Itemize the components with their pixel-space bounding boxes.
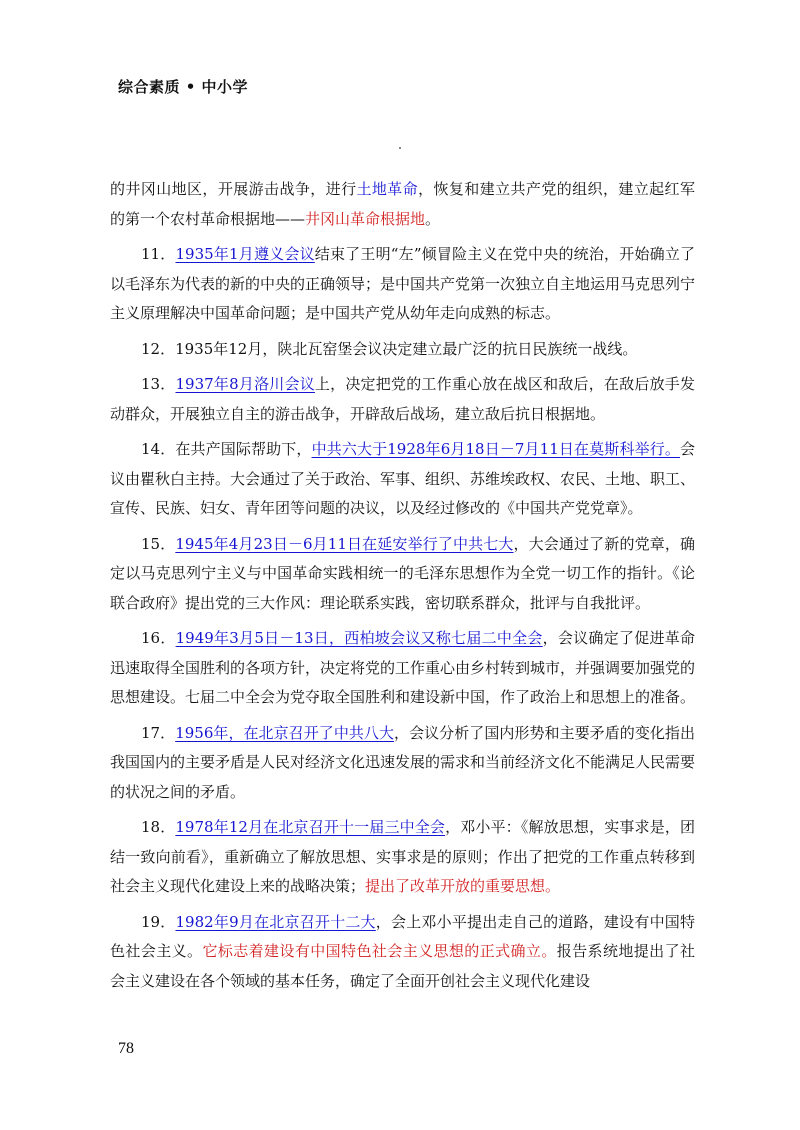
text-segment: 报告系统地提出了社会主义建设在各个领域的基本任务，确定了全面开创社会主义现代化建设	[110, 942, 695, 990]
text-segment: 12．1935年12月，陕北瓦窑堡会议决定建立最广泛的抗日民族统一战线。	[141, 339, 638, 358]
text-segment: 的井冈山地区，开展游击战争，进行	[110, 180, 357, 198]
item-number: 11．	[141, 245, 176, 263]
text-segment: ，会议确定了促进革命迅速取得全国胜利的各项方针，决定将党的工作重心由乡村转到城市，并强调要加强党的思想建设。七届二中全会为党夺取全国胜利和建设新中国，作了政治上和思想上的准备。	[110, 629, 696, 706]
page-content	[110, 175, 695, 1002]
linked-text[interactable]: 1982年9月在北京召开十二大	[175, 912, 376, 931]
paragraph-18	[110, 813, 695, 902]
highlight-blue: 土地革命	[356, 180, 419, 198]
paragraph-10-continued	[110, 175, 695, 234]
linked-text[interactable]: 1978年12月在北京召开十一届三中全会	[175, 818, 446, 836]
paragraph-17	[110, 719, 695, 808]
item-number: 16．	[141, 629, 176, 647]
item-number: 19．	[141, 912, 176, 931]
highlight-red: 井冈山革命根据地	[305, 209, 426, 228]
highlight-red: 提出了改革开放的重要思想。	[365, 877, 561, 895]
linked-text[interactable]: 1937年8月洛川会议	[175, 375, 315, 393]
paragraph-15	[110, 530, 695, 619]
item-number: 18．	[141, 818, 176, 836]
paragraph-12	[110, 335, 695, 365]
text-segment: ，大会通过了新的党章，确定以马克思列宁主义与中国革命实践相统一的毛泽东思想作为全党一切工作的指针。《论联合政府》提出党的三大作风：理论联系实践，密切联系群众，批评与自我批评。	[110, 534, 695, 612]
text-segment: 结束了王明“左”倾冒险主义在党中央的统治，开始确立了以毛泽东为代表的新的中央的正确领导；是中国共产党第一次独立自主地运用马克思列宁主义原理解决中国革命问题；是中国共产党从幼年走向成熟的标志。	[110, 245, 696, 322]
linked-text[interactable]: 1945年4月23日－6月11日在延安举行了中共七大	[175, 534, 514, 553]
linked-text[interactable]: 1935年1月遵义会议	[175, 245, 315, 263]
paragraph-16	[110, 624, 695, 713]
linked-text[interactable]: 1949年3月5日－13日，西柏坡会议又称七届二中全会	[175, 629, 543, 647]
text-segment: ，会议分析了国内形势和主要矛盾的变化指出我国国内的主要矛盾是人民对经济文化迅速发展的需求和当前经济文化不能满足人民需要的状况之间的矛盾。	[110, 723, 696, 801]
decorative-dot	[399, 147, 401, 149]
text-segment: 上，决定把党的工作重心放在战区和敌后，在敌后放手发动群众，开展独立自主的游击战争，开辟敌后战场，建立敌后抗日根据地。	[110, 375, 695, 423]
paragraph-19	[110, 908, 695, 997]
page-number: 78	[118, 1040, 134, 1057]
linked-text[interactable]: 中共六大于1928年6月18日－7月11日在莫斯科举行。	[311, 440, 680, 458]
paragraph-13	[110, 370, 695, 429]
running-header: 综合素质 • 中小学	[118, 78, 249, 96]
text-segment: 14．在共产国际帮助下，	[141, 440, 312, 458]
linked-text[interactable]: 1956年，在北京召开了中共八大	[175, 723, 395, 742]
highlight-red: 它标志着建设有中国特色社会主义思想的正式确立。	[202, 942, 557, 960]
text-segment: 。	[425, 209, 441, 228]
text-segment: ，恢复和建立共产党的组织，建立起红军的第一个农村革命根据地——	[110, 180, 695, 228]
paragraph-11	[110, 240, 695, 329]
text-segment: ，邓小平：《解放思想，实事求是，团结一致向前看》，重新确立了解放思想、实事求是的原则；作出了把党的工作重点转移到社会主义现代化建设上来的战略决策；	[110, 818, 695, 895]
text-segment: ，会上邓小平提出走自己的道路，建设有中国特色社会主义。	[110, 912, 695, 960]
paragraph-14	[110, 435, 695, 524]
item-number: 17．	[141, 723, 176, 742]
text-segment: 会议由瞿秋白主持。大会通过了关于政治、军事、组织、苏维埃政权、农民、土地、职工、宣传、民族、妇女、青年团等问题的决议，以及经过修改的《中国共产党党章》。	[110, 440, 696, 517]
item-number: 13．	[141, 375, 176, 393]
item-number: 15．	[141, 534, 176, 553]
